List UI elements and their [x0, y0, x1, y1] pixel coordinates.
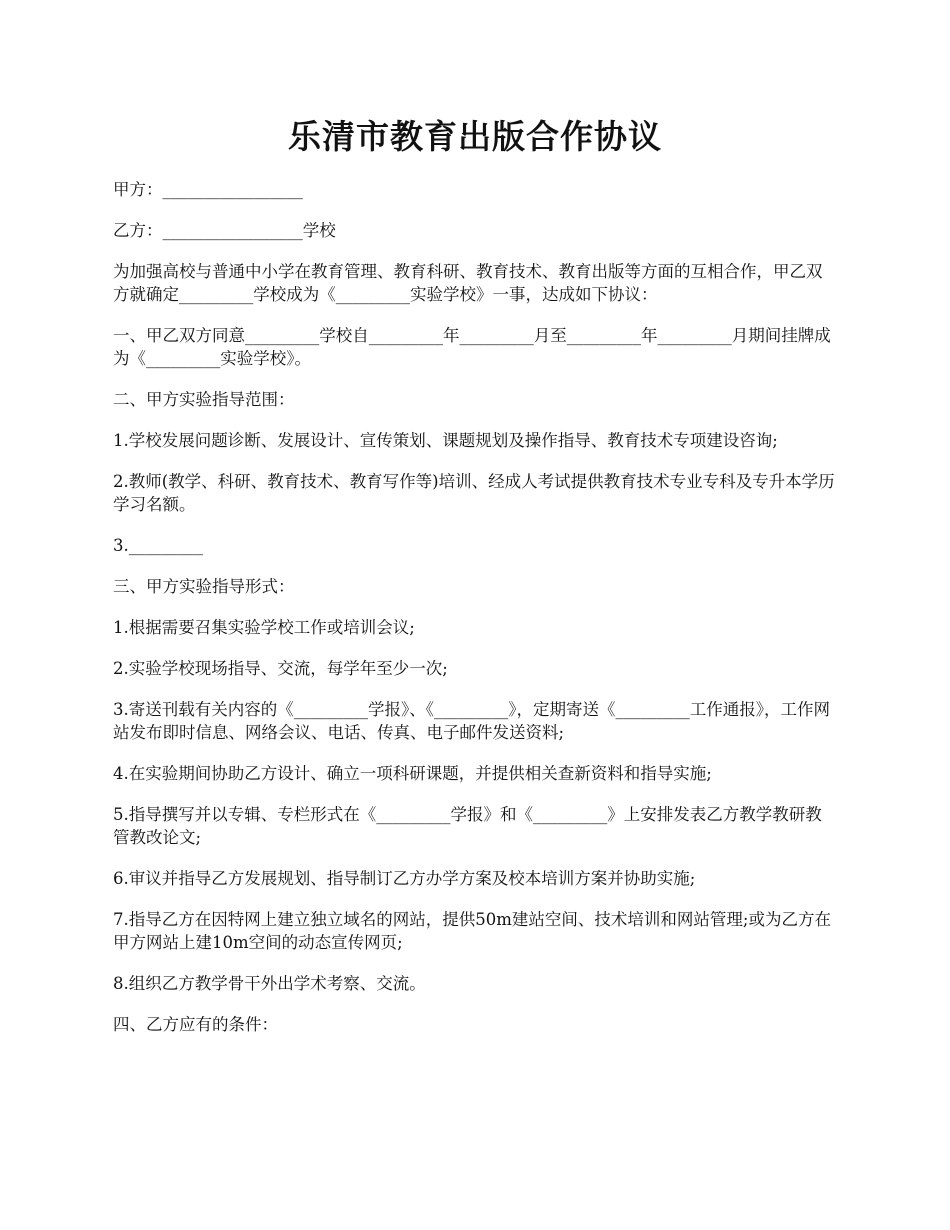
- clause-1-paragraph: 一、甲乙双方同意_________学校自_________年_________月至_________年_________月期间挂牌成为《_________实验学校》。: [113, 326, 831, 368]
- party-a-line: 甲方：_________________: [113, 180, 303, 199]
- section-3-item-6: 6.审议并指导乙方发展规划、指导制订乙方办学方案及校本培训方案并协助实施;: [113, 869, 696, 888]
- document-body: [113, 178, 838, 1054]
- section-4-heading: 四、乙方应有的条件：: [113, 1015, 278, 1034]
- section-3-item-7: 7.指导乙方在因特网上建立独立域名的网站，提供50m建站空间、技术培训和网站管理;或为乙方在甲方网站上建10m空间的动态宣传网页;: [113, 910, 831, 952]
- section-3-item-1: 1.根据需要召集实验学校工作或培训会议;: [113, 618, 415, 637]
- section-3-item-2: 2.实验学校现场指导、交流，每学年至少一次;: [113, 659, 448, 678]
- section-3-item-5: 5.指导撰写并以专辑、专栏形式在《_________学报》和《_________》上安排发表乙方教学教研教管教改论文;: [113, 805, 822, 847]
- party-b-line: 乙方：_________________学校: [113, 221, 336, 240]
- section-3-item-3: 3.寄送刊载有关内容的《_________学报》、《_________》，定期寄送《_________工作通报》，工作网站发布即时信息、网络会议、电话、传真、电子邮件发送资料;: [113, 700, 830, 742]
- document-title: 乐清市教育出版合作协议: [288, 117, 662, 156]
- section-3-item-4: 4.在实验期间协助乙方设计、确立一项科研课题，并提供相关查新资料和指导实施;: [113, 764, 712, 783]
- section-3-item-8: 8.组织乙方教学骨干外出学术考察、交流。: [113, 974, 426, 993]
- section-2-item-1: 1.学校发展问题诊断、发展设计、宣传策划、课题规划及操作指导、教育技术专项建设咨询;: [113, 431, 778, 450]
- section-2-item-2: 2.教师(教学、科研、教育技术、教育写作等)培训、经成人考试提供教育技术专业专科及专升本学历学习名额。: [113, 472, 835, 514]
- preamble-paragraph: 为加强高校与普通中小学在教育管理、教育科研、教育技术、教育出版等方面的互相合作，甲乙双方就确定_________学校成为《_________实验学校》一事，达成如下协议：: [113, 262, 823, 304]
- section-3-heading: 三、甲方实验指导形式：: [113, 577, 295, 596]
- section-2-heading: 二、甲方实验指导范围：: [113, 390, 295, 409]
- section-2-item-3: 3._________: [113, 536, 203, 555]
